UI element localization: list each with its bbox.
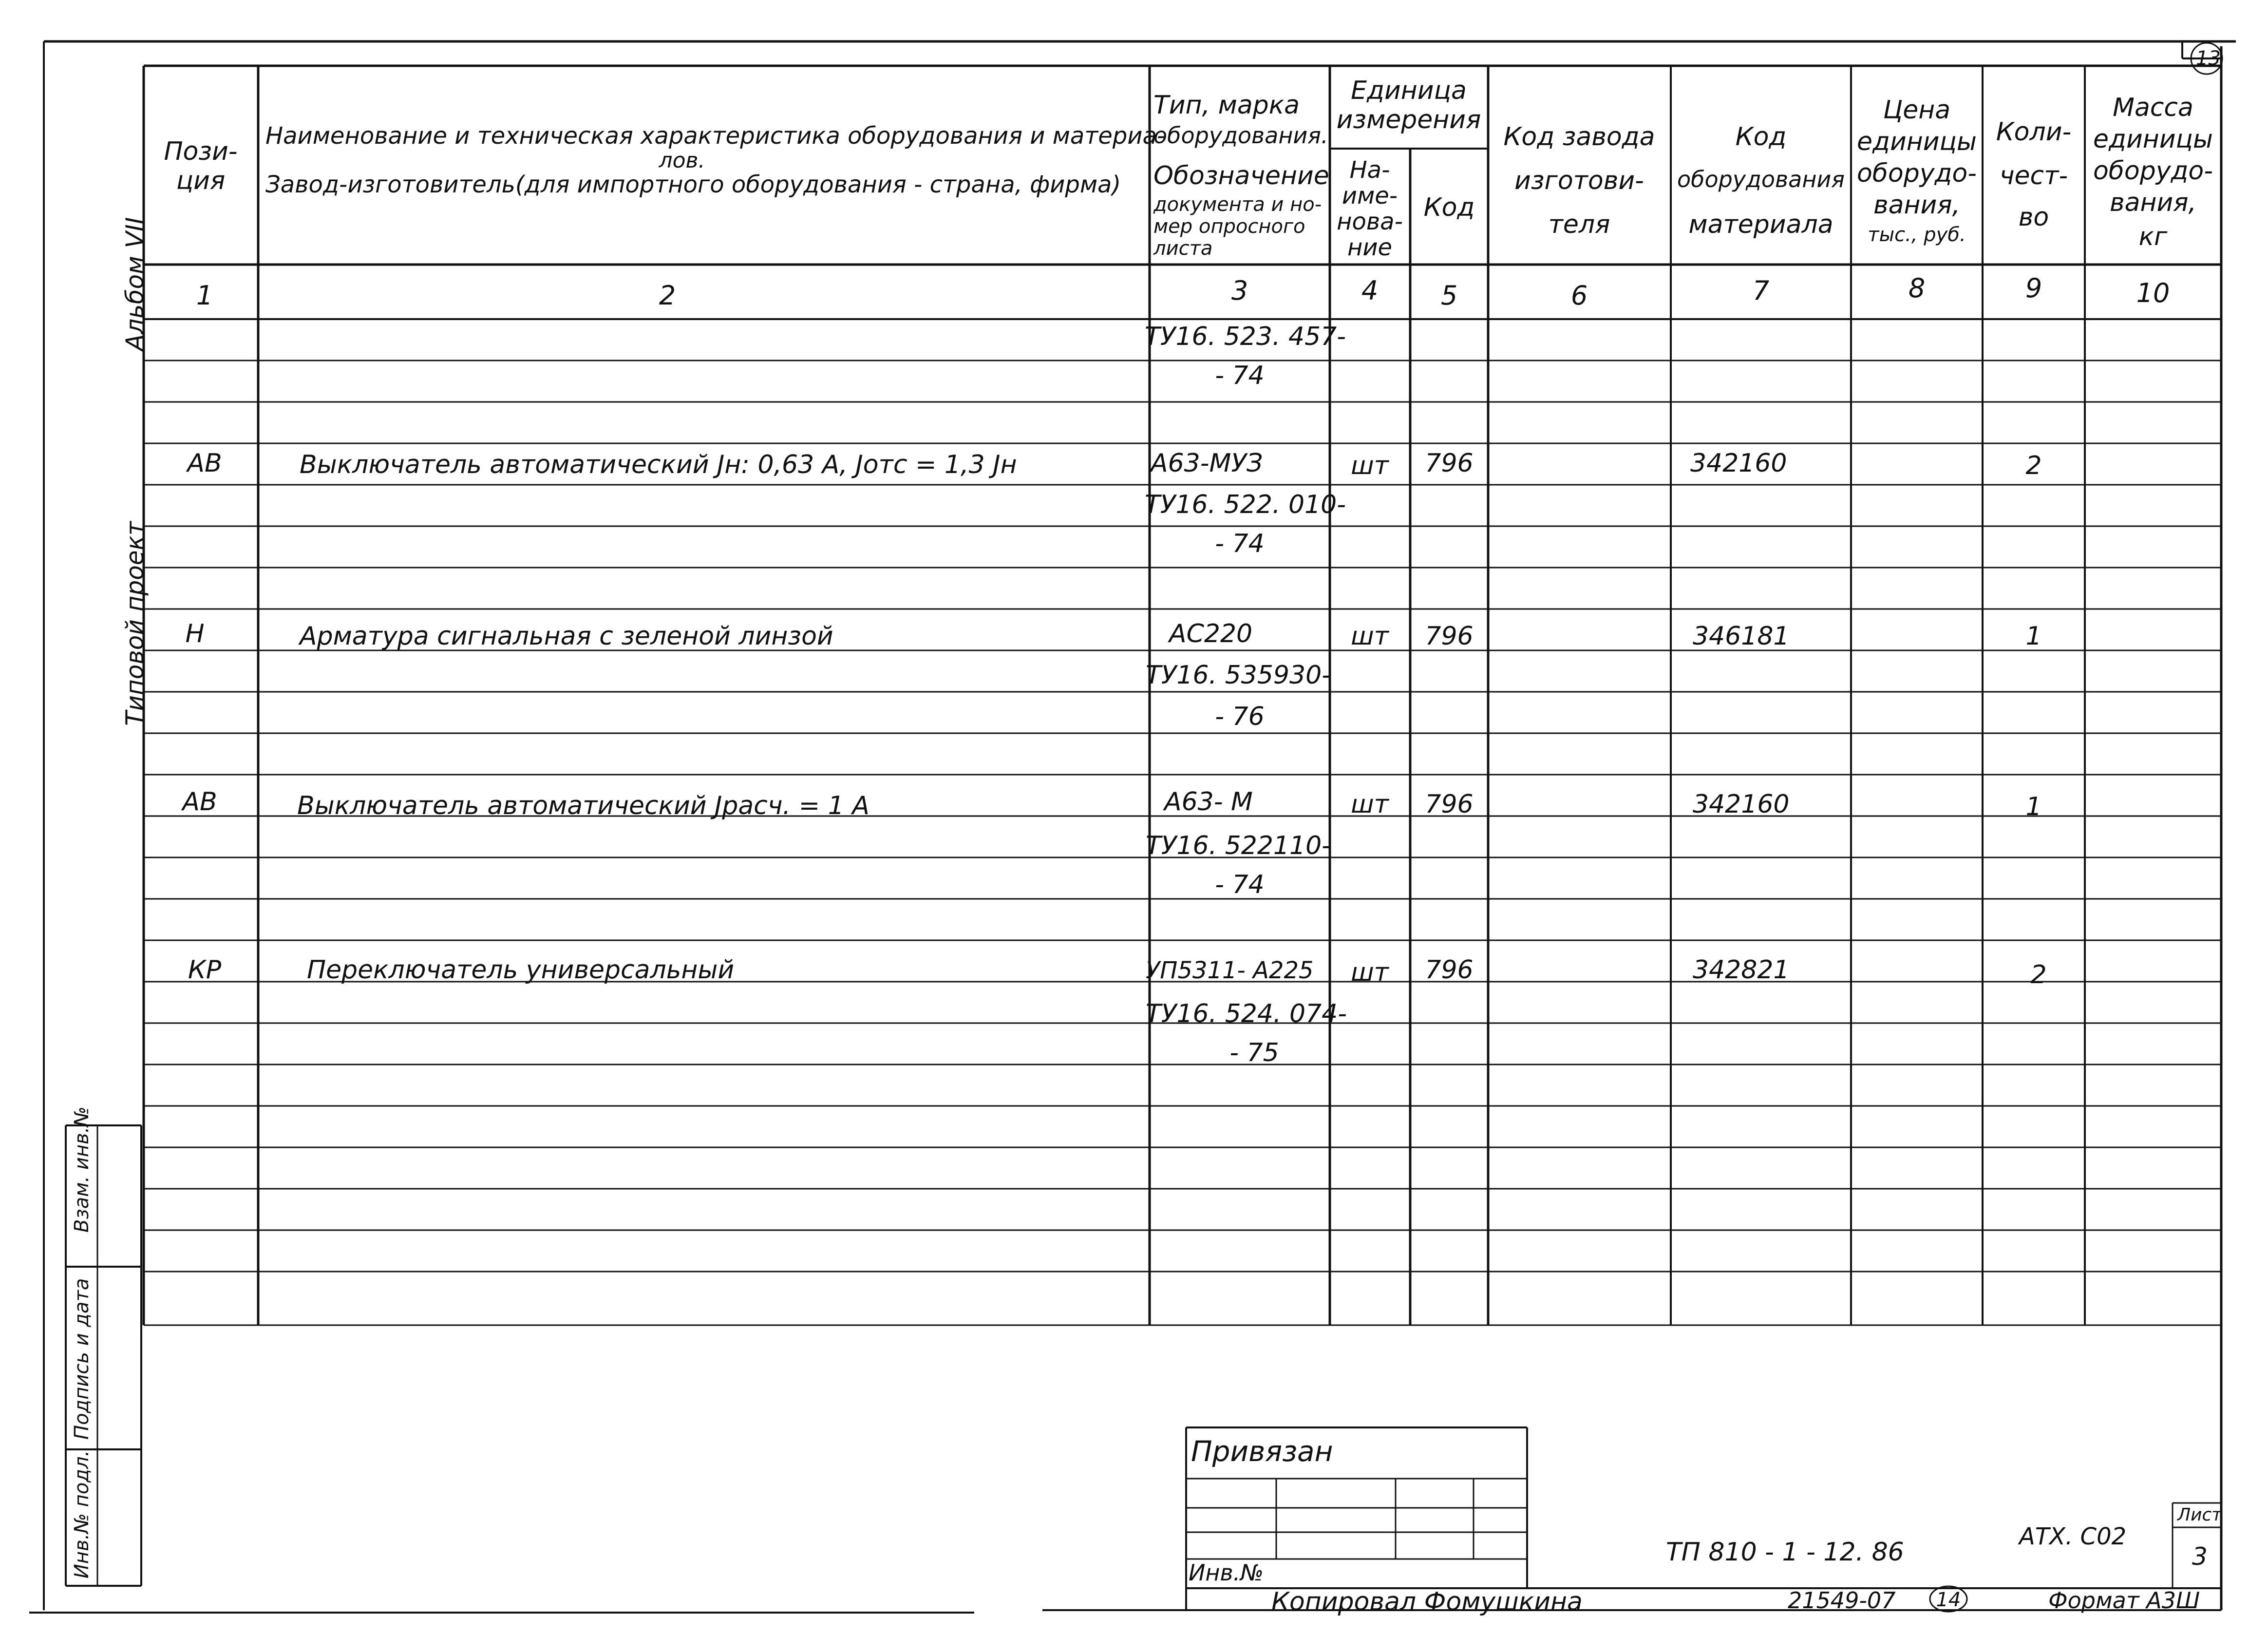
side-label-inv-ref: Взам. инв.№ xyxy=(71,1106,93,1233)
hdr-qty-3: во xyxy=(2018,203,2049,232)
hdr-type-1: Тип, марка xyxy=(1153,91,1300,120)
kp-code: 796 xyxy=(1425,955,1474,985)
hdr-equip-2: оборудования xyxy=(1677,166,1845,192)
col-num-8: 8 xyxy=(1908,273,1926,304)
ab2-unit: шт xyxy=(1351,790,1389,819)
h-qty: 1 xyxy=(2025,622,2042,651)
stamp-doc-no: ТП 810 - 1 - 12. 86 xyxy=(1666,1538,1904,1567)
hdr-unit-name-4: ние xyxy=(1347,234,1393,261)
hdr-mass-4: вания, xyxy=(2109,188,2197,217)
kp-pos: КР xyxy=(188,955,222,985)
ab2-type: А63- М xyxy=(1164,787,1253,817)
col-num-3: 3 xyxy=(1231,275,1248,306)
stamp-sheet-no: 3 xyxy=(2192,1542,2208,1571)
side-label-sign-date: Подпись и дата xyxy=(71,1278,93,1440)
row-type-cont-2: - 74 xyxy=(1215,361,1265,390)
sheet-mark: 13 xyxy=(2196,47,2221,70)
ab2-code: 796 xyxy=(1425,790,1474,819)
col-num-1: 1 xyxy=(196,280,213,311)
kp-unit: шт xyxy=(1351,958,1389,987)
kp-type-cont-1: ТУ16. 524. 074- xyxy=(1146,999,1347,1028)
hdr-factory-3: теля xyxy=(1548,210,1610,239)
kp-equip: 342821 xyxy=(1693,955,1790,985)
col-num-10: 10 xyxy=(2136,278,2170,308)
side-label-project: Типовой проект xyxy=(121,521,149,726)
hdr-name-line1: Наименование и техническая характеристика оборудования и материа- xyxy=(265,122,1166,150)
h-type-cont-2: - 76 xyxy=(1215,702,1265,731)
ab1-equip: 342160 xyxy=(1690,449,1787,478)
hdr-mass-3: оборудо- xyxy=(2093,156,2213,186)
hdr-name-line1b: лов. xyxy=(659,148,705,173)
ab2-type-cont-2: - 74 xyxy=(1215,870,1265,899)
col-num-7: 7 xyxy=(1752,275,1770,306)
kp-qty: 2 xyxy=(2030,960,2047,989)
h-equip: 346181 xyxy=(1693,622,1790,651)
side-label-album: Альбом VII xyxy=(121,217,149,351)
col-num-6: 6 xyxy=(1570,280,1588,311)
ab2-name: Выключатель автоматический Jрасч. = 1 А xyxy=(297,791,869,820)
hdr-pos-1: Пози- xyxy=(164,137,238,166)
hdr-qty-2: чест- xyxy=(1999,161,2068,190)
stamp-inv-no: Инв.№ xyxy=(1189,1559,1264,1586)
hdr-unit-group-1: Единица xyxy=(1351,76,1467,105)
hdr-name-line2: Завод-изготовитель(для импортного оборудования - страна, фирма) xyxy=(265,171,1121,198)
stamp-copied: Копировал Фомушкина xyxy=(1271,1587,1583,1616)
ab1-pos: АВ xyxy=(187,449,222,478)
hdr-mass-2: единицы xyxy=(2093,125,2213,154)
hdr-unit-name-1: На- xyxy=(1349,156,1390,184)
hdr-unit-name-2: име- xyxy=(1342,182,1398,209)
ab1-unit: шт xyxy=(1351,451,1389,480)
stamp-order-circle: 14 xyxy=(1936,1589,1961,1611)
stamp-atx: АТХ. С02 xyxy=(2019,1523,2127,1550)
kp-type: УП5311- А225 xyxy=(1146,957,1314,984)
side-label-inv-orig: Инв.№ подл. xyxy=(71,1450,93,1578)
hdr-type-2: оборудования. xyxy=(1153,122,1328,149)
hdr-price-5: тыс., руб. xyxy=(1868,224,1966,246)
ab1-type-cont-2: - 74 xyxy=(1215,529,1265,558)
stamp-sheet-label: Лист xyxy=(2177,1505,2222,1525)
ab2-type-cont-1: ТУ16. 522110- xyxy=(1146,831,1331,860)
ab1-code: 796 xyxy=(1425,449,1474,478)
h-type: АС220 xyxy=(1169,619,1253,648)
ab1-qty: 2 xyxy=(2025,451,2042,480)
hdr-price-1: Цена xyxy=(1883,95,1951,125)
col-num-4: 4 xyxy=(1361,275,1379,306)
hdr-unit-name-3: нова- xyxy=(1337,208,1403,235)
hdr-equip-3: материала xyxy=(1688,210,1833,239)
hdr-type-3: Обозначение xyxy=(1153,161,1329,190)
stamp-bound: Привязан xyxy=(1191,1435,1333,1468)
ab1-type-cont-1: ТУ16. 522. 010- xyxy=(1145,490,1346,519)
col-num-9: 9 xyxy=(2025,273,2042,304)
ab2-equip: 342160 xyxy=(1693,790,1790,819)
hdr-mass-5: кг xyxy=(2138,222,2168,251)
h-unit: шт xyxy=(1351,622,1389,651)
hdr-factory-1: Код завода xyxy=(1503,122,1655,152)
ab1-type: А63-МУЗ xyxy=(1151,449,1263,478)
hdr-unit-group-2: измерения xyxy=(1336,105,1481,134)
hdr-mass-1: Масса xyxy=(2113,93,2193,122)
h-code: 796 xyxy=(1425,622,1474,651)
hdr-unit-code: Код xyxy=(1423,193,1475,222)
h-pos: Н xyxy=(185,619,205,648)
kp-type-cont-2: - 75 xyxy=(1229,1038,1279,1067)
h-name: Арматура сигнальная с зеленой линзой xyxy=(300,622,833,651)
ab2-pos: АВ xyxy=(182,787,217,817)
hdr-equip-1: Код xyxy=(1735,122,1787,152)
col-num-2: 2 xyxy=(659,280,676,311)
hdr-type-doc-3: листа xyxy=(1153,237,1213,260)
hdr-type-doc-2: мер опросного xyxy=(1153,215,1305,238)
hdr-type-doc-1: документа и но- xyxy=(1153,193,1322,216)
hdr-price-3: оборудо- xyxy=(1856,159,1977,188)
kp-name: Переключатель универсальный xyxy=(307,955,735,985)
hdr-pos-2: ция xyxy=(176,166,226,195)
h-type-cont-1: ТУ16. 535930- xyxy=(1146,661,1331,690)
ab2-qty: 1 xyxy=(2025,792,2042,821)
col-num-5: 5 xyxy=(1440,280,1458,311)
ab1-name: Выключатель автоматический Jн: 0,63 А, Jотс = 1,3 Jн xyxy=(300,450,1017,479)
hdr-factory-2: изготови- xyxy=(1514,166,1644,195)
hdr-price-2: единицы xyxy=(1857,127,1977,156)
stamp-format: Формат А3Ш xyxy=(2048,1587,2200,1614)
stamp-order: 21549-07 xyxy=(1788,1587,1896,1614)
hdr-price-4: вания, xyxy=(1873,190,1961,220)
row-type-cont-1: ТУ16. 523. 457- xyxy=(1145,322,1346,351)
hdr-qty-1: Коли- xyxy=(1996,117,2072,147)
